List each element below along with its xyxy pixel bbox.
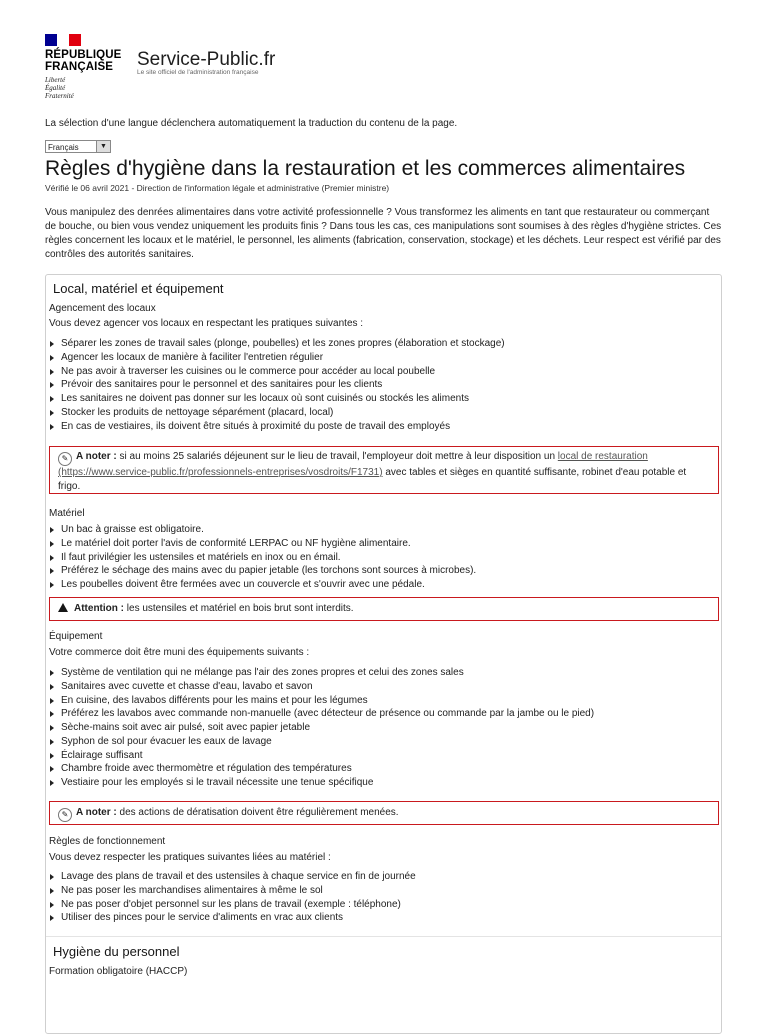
list-item: Il faut privilégier les ustensiles et matériels en inox ou en émail. <box>49 551 476 565</box>
agencement-intro: Vous devez agencer vos locaux en respectant les pratiques suivantes : <box>49 318 364 329</box>
note-restauration <box>49 446 719 494</box>
list-item: Sanitaires avec cuvette et chasse d'eau, lavabo et savon <box>49 680 594 694</box>
link-url: (https://www.service-public.fr/professionnels-entreprises/vosdroits/F1731) <box>58 467 383 478</box>
note-text: des actions de dératisation doivent être régulièrement menées. <box>119 807 399 818</box>
list-item: Système de ventilation qui ne mélange pas l'air des zones propres et celui des zones sales <box>49 666 594 680</box>
note-label: A noter : <box>76 807 117 818</box>
link-text: local de restauration <box>557 451 648 462</box>
subsection-formation: Formation obligatoire (HACCP) <box>49 966 188 977</box>
note-label: A noter : <box>76 451 117 462</box>
list-item: Vestiaire pour les employés si le travail nécessite une tenue spécifique <box>49 776 594 790</box>
rf-line-2: FRANÇAISE <box>45 61 113 73</box>
verified-date: Vérifié le 06 avril 2021 - Direction de l'information légale et administrative (Premier ministre) <box>45 183 390 193</box>
list-item: Les sanitaires ne doivent pas donner sur les locaux où sont cuisinés ou stockés les aliments <box>49 392 505 406</box>
list-item: Stocker les produits de nettoyage séparément (placard, local) <box>49 406 505 420</box>
fonctionnement-list <box>49 870 416 925</box>
site-tagline: Le site officiel de l'administration française <box>137 69 259 76</box>
equipement-list <box>49 666 594 790</box>
devise-fraternite: Fraternité <box>45 92 74 100</box>
language-select[interactable] <box>45 140 111 153</box>
warning-icon <box>58 603 68 612</box>
subsection-equipement: Équipement <box>49 631 103 642</box>
list-item: Ne pas poser les marchandises alimentaires à même le sol <box>49 884 416 898</box>
chevron-down-icon[interactable]: ▼ <box>96 141 110 152</box>
equipement-intro: Votre commerce doit être muni des équipements suivants : <box>49 647 310 658</box>
pencil-icon: ✎ <box>58 808 72 822</box>
list-item: Ne pas avoir à traverser les cuisines ou le commerce pour accéder au local poubelle <box>49 365 505 379</box>
list-item: Éclairage suffisant <box>49 749 594 763</box>
language-note: La sélection d'une langue déclenchera automatiquement la traduction du contenu de la page. <box>45 118 458 129</box>
devise-liberte: Liberté <box>45 76 66 84</box>
subsection-agencement: Agencement des locaux <box>49 303 156 314</box>
list-item: Agencer les locaux de manière à faciliter l'entretien régulier <box>49 351 505 365</box>
marianne-flag-logo <box>45 34 81 46</box>
section-title-local[interactable]: Local, matériel et équipement <box>53 281 224 296</box>
warning-bois <box>49 597 719 621</box>
section-title-personnel[interactable]: Hygiène du personnel <box>53 944 180 959</box>
devise <box>45 76 74 100</box>
list-item: Syphon de sol pour évacuer les eaux de lavage <box>49 735 594 749</box>
list-item: Ne pas poser d'objet personnel sur les plans de travail (exemple : téléphone) <box>49 898 416 912</box>
language-selected-value: Français <box>48 143 79 152</box>
note-text-after: avec tables et sièges en quantité suffisante, robinet d'eau potable et frigo. <box>58 467 687 492</box>
warning-label: Attention : <box>74 603 124 614</box>
section-divider <box>46 936 721 937</box>
site-header <box>45 34 305 104</box>
list-item: En cas de vestiaires, ils doivent être situés à proximité du poste de travail des employés <box>49 420 505 434</box>
list-item: Le matériel doit porter l'avis de conformité LERPAC ou NF hygiène alimentaire. <box>49 537 476 551</box>
page-title: Règles d'hygiène dans la restauration et les commerces alimentaires <box>45 157 686 180</box>
list-item: Utiliser des pinces pour le service d'aliments en vrac aux clients <box>49 911 416 925</box>
list-item: Préférez les lavabos avec commande non-manuelle (avec détecteur de présence ou commande par la jambe ou le pied) <box>49 707 594 721</box>
list-item: Préférez le séchage des mains avec du papier jetable (les torchons sont sources à microbes). <box>49 564 476 578</box>
rf-line-1: RÉPUBLIQUE <box>45 49 122 61</box>
subsection-fonctionnement: Règles de fonctionnement <box>49 836 166 847</box>
note-text: si au moins 25 salariés déjeunent sur le lieu de travail, l'employeur doit mettre à leur disposition un <box>119 451 556 462</box>
list-item: Sèche-mains soit avec air pulsé, soit avec papier jetable <box>49 721 594 735</box>
list-item: Lavage des plans de travail et des ustensiles à chaque service en fin de journée <box>49 870 416 884</box>
fonctionnement-intro: Vous devez respecter les pratiques suivantes liées au matériel : <box>49 852 331 863</box>
warning-text: les ustensiles et matériel en bois brut sont interdits. <box>126 603 354 614</box>
devise-egalite: Égalité <box>45 84 66 92</box>
pencil-icon: ✎ <box>58 452 72 466</box>
list-item: Les poubelles doivent être fermées avec un couvercle et s'ouvrir avec une pédale. <box>49 578 476 592</box>
intro-paragraph: Vous manipulez des denrées alimentaires dans votre activité professionnelle ? Vous transformez les aliments en tant que restaurateur ou commerçant de bouche, ou bien vous vendez uniquement les produits finis ? Dans tous les cas, ces manipulations sont soumises à des règles d'hygiène strictes. Ces règles concernent les locaux et le matériel, le personnel, les aliments (fabrication, conservation, stockage) et les déchets. Leur respect est vérifié par des contrôles des autorités sanitaires. <box>45 207 722 260</box>
agencement-list <box>49 337 505 433</box>
subsection-materiel: Matériel <box>49 508 85 519</box>
note-deratisation <box>49 801 719 825</box>
list-item: En cuisine, des lavabos différents pour les mains et pour les légumes <box>49 694 594 708</box>
republique-francaise-logo[interactable] <box>45 49 121 73</box>
materiel-list <box>49 523 476 592</box>
site-name-link[interactable]: Service-Public.fr <box>137 49 276 70</box>
list-item: Séparer les zones de travail sales (plonge, poubelles) et les zones propres (élaboration et stockage) <box>49 337 505 351</box>
list-item: Prévoir des sanitaires pour le personnel et des sanitaires pour les clients <box>49 378 505 392</box>
list-item: Un bac à graisse est obligatoire. <box>49 523 476 537</box>
list-item: Chambre froide avec thermomètre et régulation des températures <box>49 762 594 776</box>
